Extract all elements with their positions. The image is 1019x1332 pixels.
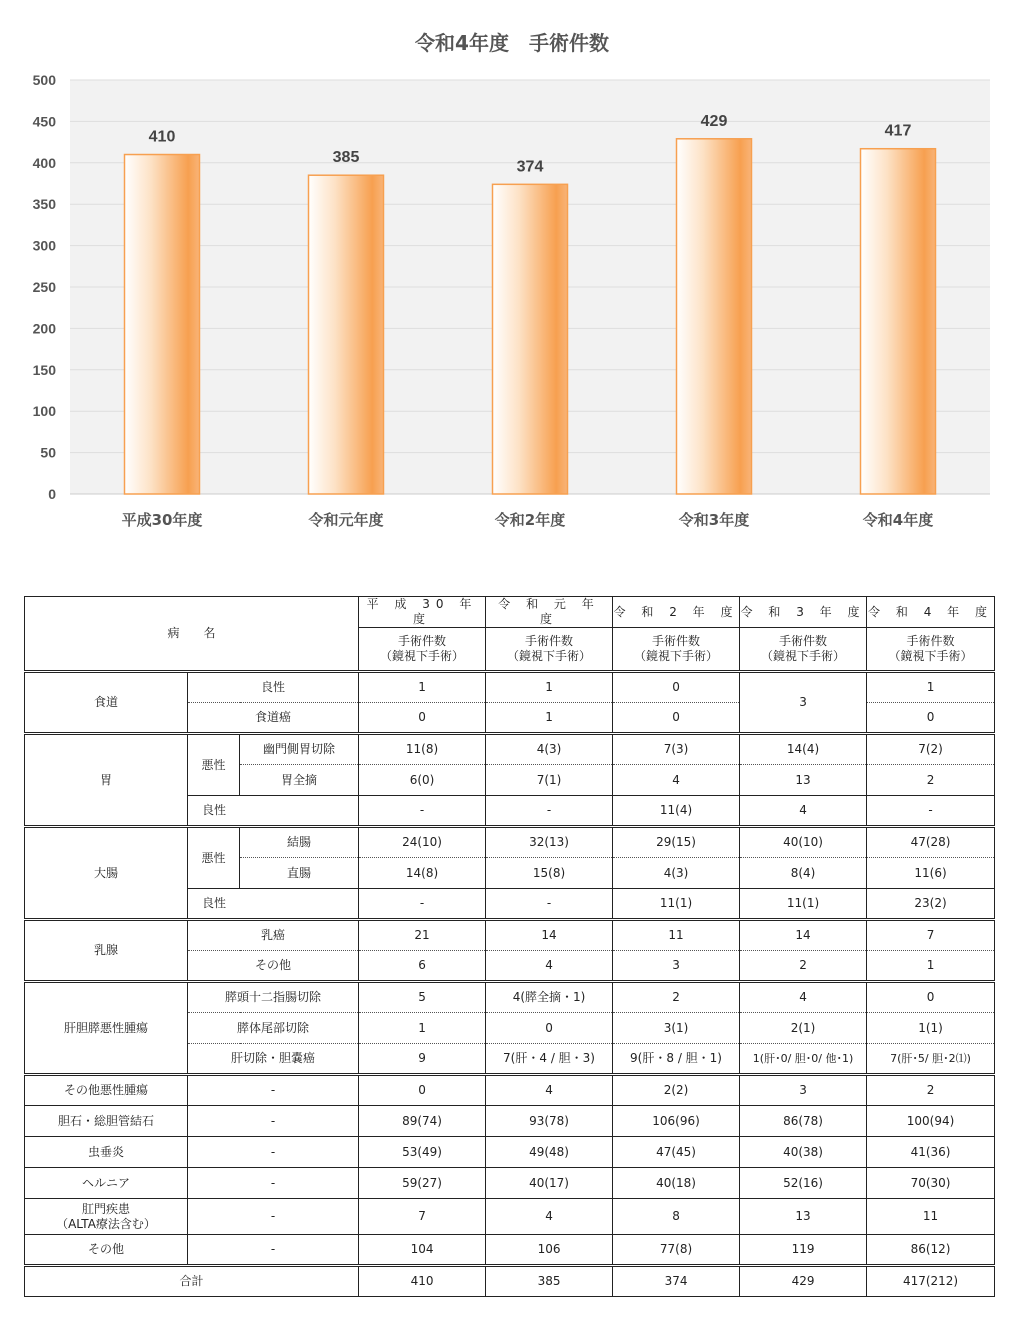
cell: 429 [740,1266,867,1297]
cell: 29(15) [613,827,740,858]
table-row [25,1199,995,1235]
cell: 7(肝・4 / 胆・3) [486,1044,613,1075]
cell: 7(1) [486,765,613,796]
cell: 119 [740,1235,867,1266]
cell: 11(1) [740,889,867,920]
cell: 52(16) [740,1168,867,1199]
row-label: 食道癌 [188,703,359,734]
bar [677,139,752,494]
cell: 11(4) [613,796,740,827]
cell: 11 [867,1199,995,1235]
cell-dash: - [188,1168,359,1199]
cell: 1 [867,951,995,982]
bar [493,184,568,494]
cell: 106 [486,1235,613,1266]
cell: 8(4) [740,858,867,889]
cell: 7 [359,1199,486,1235]
cell: 14 [486,920,613,951]
cell: 89(74) [359,1106,486,1137]
row-label: その他 [25,1235,188,1266]
cell: 7(3) [613,734,740,765]
cell: 11(6) [867,858,995,889]
year-header-r3: 令 和 3 年 度 [740,597,867,628]
table-row [25,982,995,1013]
cell: 24(10) [359,827,486,858]
cell: 7 [867,920,995,951]
cell: 104 [359,1235,486,1266]
surgery-table-wrap [24,596,994,1297]
cell: 47(45) [613,1137,740,1168]
cell: 385 [486,1266,613,1297]
cell: 4(膵全摘・1) [486,982,613,1013]
y-tick-label: 250 [32,279,56,295]
cell: 59(27) [359,1168,486,1199]
cell: 70(30) [867,1168,995,1199]
cell: 0 [867,982,995,1013]
row-label: 胆石・総胆管結石 [25,1106,188,1137]
cell: 11 [613,920,740,951]
table-row [25,734,995,765]
cell: 14(8) [359,858,486,889]
cell-dash: - [188,1235,359,1266]
bar [125,155,200,494]
cell: 106(96) [613,1106,740,1137]
cell: 4 [486,1075,613,1106]
table-row [25,1106,995,1137]
y-tick-label: 300 [32,237,56,254]
x-category-label: 令和元年度 [308,511,384,529]
cell: 6(0) [359,765,486,796]
cell: 14(4) [740,734,867,765]
cell: 2 [613,982,740,1013]
cell: 13 [740,765,867,796]
cell: 1 [486,703,613,734]
row-label: 良性 [188,672,359,703]
cell: 2(2) [613,1075,740,1106]
cell: 53(49) [359,1137,486,1168]
x-axis-categories [122,511,934,529]
row-label: ヘルニア [25,1168,188,1199]
cell-dash: - [188,1199,359,1235]
chart-title: 令和4年度 手術件数 [415,31,609,55]
table-row [25,920,995,951]
cell: 15(8) [486,858,613,889]
cell: 47(28) [867,827,995,858]
group-stomach: 胃 [25,734,188,827]
cell: 13 [740,1199,867,1235]
cell: 23(2) [867,889,995,920]
cell: 0 [359,703,486,734]
row-label: 良性 [188,796,359,827]
x-category-label: 平成30年度 [121,511,203,529]
cell: - [867,796,995,827]
cell: 40(18) [613,1168,740,1199]
cell: 4 [613,765,740,796]
sub-header: 手術件数 （鏡視下手術） [359,628,486,672]
cell: 0 [359,1075,486,1106]
cell: 0 [867,703,995,734]
table-row [25,1168,995,1199]
cell: 86(12) [867,1235,995,1266]
cell: 1 [867,672,995,703]
cell: - [359,796,486,827]
cell: 4(3) [486,734,613,765]
cell: 4 [740,982,867,1013]
cell: 5 [359,982,486,1013]
disease-header: 病 名 [25,597,359,672]
cell: 0 [613,703,740,734]
data-label: 374 [516,158,544,176]
y-tick-label: 150 [32,361,56,378]
x-category-label: 令和2年度 [494,511,566,529]
cell-dash: - [188,1075,359,1106]
y-tick-label: 450 [32,113,56,130]
y-tick-label: 100 [32,403,56,420]
cell: 374 [613,1266,740,1297]
data-label: 410 [148,128,176,146]
cell: 8 [613,1199,740,1235]
y-tick-label: 400 [32,154,56,171]
cell: 4 [486,951,613,982]
cell: 0 [486,1013,613,1044]
cell-dash: - [188,1137,359,1168]
y-axis-ticks [33,72,57,502]
cell: 9(肝・8 / 胆・1) [613,1044,740,1075]
sub-header: 手術件数 （鏡視下手術） [740,628,867,672]
cell: 4(3) [613,858,740,889]
cell: 21 [359,920,486,951]
cell-merged: 3 [740,672,867,734]
cell: - [486,889,613,920]
sub-header: 手術件数 （鏡視下手術） [613,628,740,672]
cell: 14 [740,920,867,951]
row-label: 幽門側胃切除 [240,734,359,765]
bar-chart-svg [0,0,1019,560]
row-label: 膵体尾部切除 [188,1013,359,1044]
cell: 6 [359,951,486,982]
bar [309,175,384,494]
cell: 2 [867,765,995,796]
row-label: 膵頭十二指腸切除 [188,982,359,1013]
cell: 4 [486,1199,613,1235]
cell: 7(2) [867,734,995,765]
sub-group-malignant: 悪性 [188,827,240,889]
table-row [25,1137,995,1168]
cell: 40(38) [740,1137,867,1168]
cell: 4 [740,796,867,827]
cell: 7(肝･5/ 胆･2⑴) [867,1044,995,1075]
cell: 100(94) [867,1106,995,1137]
row-label: 直腸 [240,858,359,889]
group-breast: 乳腺 [25,920,188,982]
cell: 49(48) [486,1137,613,1168]
row-label: 肝切除・胆嚢癌 [188,1044,359,1075]
cell: 40(10) [740,827,867,858]
cell: 1(1) [867,1013,995,1044]
cell: 1 [359,1013,486,1044]
row-label: 良性 [188,889,359,920]
year-header-r2: 令 和 2 年 度 [613,597,740,628]
group-hbp: 肝胆膵悪性腫瘍 [25,982,188,1075]
cell: 86(78) [740,1106,867,1137]
cell: - [359,889,486,920]
total-row [25,1266,995,1297]
cell: 32(13) [486,827,613,858]
cell: 41(36) [867,1137,995,1168]
sub-header: 手術件数 （鏡視下手術） [486,628,613,672]
row-label: その他悪性腫瘍 [25,1075,188,1106]
surgery-count-chart [0,0,1019,560]
cell: 1(肝･0/ 胆･0/ 他･1) [740,1044,867,1075]
cell: 40(17) [486,1168,613,1199]
cell: 417(212) [867,1266,995,1297]
row-label: その他 [188,951,359,982]
y-tick-label: 0 [48,486,56,502]
table-row [25,827,995,858]
header-row-years [25,597,995,628]
y-tick-label: 200 [32,320,56,337]
cell: 2 [740,951,867,982]
cell: 11(1) [613,889,740,920]
cell: 3 [613,951,740,982]
data-label: 385 [332,149,360,167]
x-category-label: 令和3年度 [678,511,750,529]
table-row [25,1235,995,1266]
row-label: 乳癌 [188,920,359,951]
total-label: 合計 [25,1266,359,1297]
cell: 410 [359,1266,486,1297]
group-esophagus: 食道 [25,672,188,734]
group-colon: 大腸 [25,827,188,920]
row-label: 胃全摘 [240,765,359,796]
cell: 11(8) [359,734,486,765]
year-header-r1: 令 和 元 年 度 [486,597,613,628]
y-tick-label: 50 [40,444,56,461]
cell: 93(78) [486,1106,613,1137]
cell: 1 [359,672,486,703]
cell: 9 [359,1044,486,1075]
cell: 0 [613,672,740,703]
sub-group-malignant: 悪性 [188,734,240,796]
cell-dash: - [188,1106,359,1137]
cell: 2 [867,1075,995,1106]
surgery-table [24,596,995,1297]
row-label: 結腸 [240,827,359,858]
cell: 1 [486,672,613,703]
row-label: 虫垂炎 [25,1137,188,1168]
bar [861,149,936,494]
cell: - [486,796,613,827]
cell: 2(1) [740,1013,867,1044]
year-header-r4: 令 和 4 年 度 [867,597,995,628]
sub-header: 手術件数 （鏡視下手術） [867,628,995,672]
cell: 3(1) [613,1013,740,1044]
y-tick-label: 500 [32,72,56,88]
year-header-h30: 平 成 30 年 度 [359,597,486,628]
y-tick-label: 350 [32,196,56,213]
x-category-label: 令和4年度 [862,511,934,529]
row-label: 肛門疾患 （ALTA療法含む） [25,1199,188,1235]
cell: 77(8) [613,1235,740,1266]
data-label: 429 [700,112,728,130]
table-row [25,1075,995,1106]
data-label: 417 [884,122,912,140]
table-row [25,672,995,703]
cell: 3 [740,1075,867,1106]
